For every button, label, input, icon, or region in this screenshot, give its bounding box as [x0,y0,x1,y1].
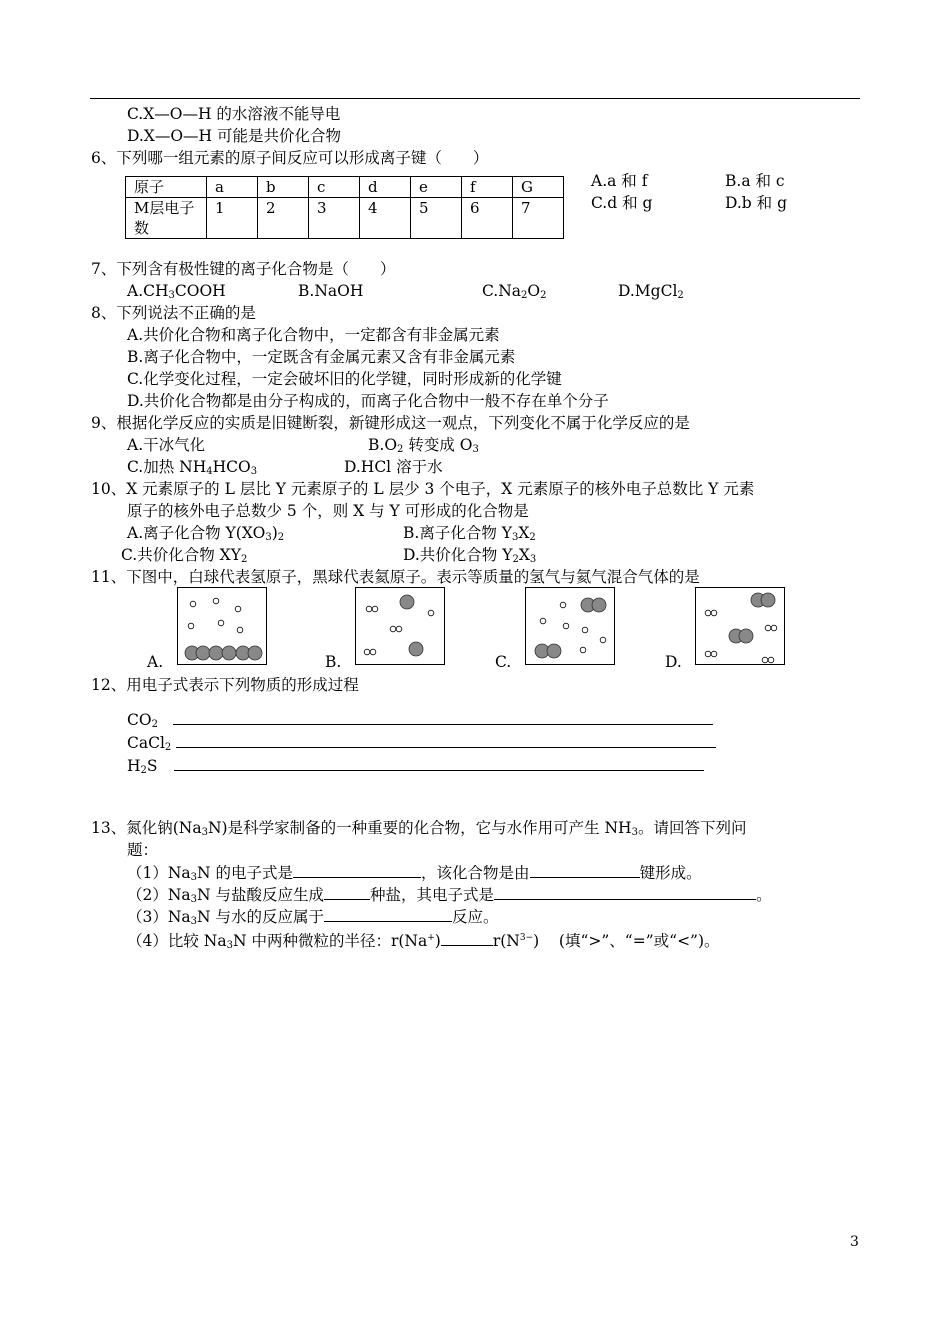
q12-formula: $H_2S$ [127,757,158,776]
superscript: 3− [519,933,534,943]
q7-option-a: $A.CH_3COOH$ [127,282,226,301]
molecule-diagram-c [526,588,616,666]
q11-stem: 11、下图中，白球代表氢原子，黑球代表氦原子。表示等质量的氢气与氦气混合气体的是 [91,568,700,586]
q11-label-c: C. [495,653,512,671]
q11-label-b: B. [325,653,342,671]
q12-formula: CaCl$_2$ [127,734,172,753]
q5-option-c: C.X—O—H 的水溶液不能导电 [127,105,341,123]
q13-part2-text: 。 [756,886,772,904]
q13-part1-text: ，该化合物是由 [421,864,530,882]
q5-option-d: D.X—O—H 可能是共价化合物 [127,127,341,145]
q13-part3-text: 反应。 [452,908,499,926]
q6-table-cell: c [309,177,360,198]
answer-blank[interactable] [173,709,713,725]
q8-option-d: D.共价化合物都是由分子构成的，而离子化合物中一般不存在单个分子 [127,392,609,410]
q6-table-cell: b [258,177,309,198]
q6-table-cell: 7 [513,198,564,239]
answer-blank[interactable] [324,906,452,922]
q6-table-row-label: M层电子数 [126,198,207,239]
q8-option-c: C.化学变化过程，一定会破坏旧的化学键，同时形成新的化学键 [127,370,562,388]
q12-item-h2s [127,755,704,781]
answer-blank[interactable] [324,884,370,900]
answer-blank[interactable] [530,862,640,878]
q6-stem: 6、下列哪一组元素的原子间反应可以形成离子键（ ） [91,149,489,167]
page-number: 3 [850,1234,859,1250]
q6-table-cell: 原子 [126,177,207,198]
q10-option-a: A.离子化合物 $Y(XO_3)_2$ [127,524,285,543]
q6-table-cell: 4 [360,198,411,239]
q7-option-d: D.MgCl$_2$ [618,282,684,301]
q6-table-cell: 5 [411,198,462,239]
q13-part1-text: 键形成。 [639,864,702,882]
q7-option-c: $C.Na_2O_2$ [482,282,547,301]
q8-option-b: B.离子化合物中，一定既含有金属元素又含有非金属元素 [127,348,516,366]
q13-part-4: （4）比较 $Na_3N$ 中两种微粒的半径：r(Na+) $r(N^{3-})$ (填“>”、“=”或“<”)。 [127,932,720,951]
q13-part4-text: （4）比较 $Na_3N$ 中两种微粒的半径：r(Na [127,932,428,951]
q8-option-a: A.共价化合物和离子化合物中，一定都含有非金属元素 [127,326,500,344]
q6-option-d: D.b 和 g [725,194,788,212]
q6-table-cell: d [360,177,411,198]
q9-stem: 9、根据化学反应的实质是旧键断裂，新键形成这一观点，下列变化不属于化学反应的是 [91,414,690,432]
q11-figure-b [355,587,445,665]
q13-part4-text: (填“>”、“=”或“<”)。 [558,932,720,950]
molecule-diagram-d [696,588,786,666]
q6-table-cell: a [207,177,258,198]
q7-stem: 7、下列含有极性键的离子化合物是（ ） [91,260,396,278]
q10-option-d: D.共价化合物 $Y_2X_3$ [403,546,537,565]
q12-stem: 12、用电子式表示下列物质的形成过程 [91,676,359,694]
q7-option-b: B.NaOH [298,282,364,300]
molecule-diagram-a [178,588,268,666]
q10-option-c: C.共价化合物 $XY_2$ [121,546,248,565]
q13-part3-text: $(3)Na_3N$ 与水的反应属于 [127,908,325,927]
q6-table-cell: f [462,177,513,198]
superscript: + [427,933,435,943]
answer-blank[interactable] [176,732,716,748]
q6-option-b: B.a 和 c [725,172,785,190]
q12-formula: $CO_2$ [127,711,158,730]
q11-figure-d [695,587,785,665]
q9-option-a: A.干冰气化 [127,436,206,454]
q6-option-a: A.a 和 f [591,172,648,190]
q6-table-cell: e [411,177,462,198]
q6-option-c: C.d 和 g [591,194,653,212]
q13-part2-text: 种盐，其电子式是 [370,886,495,904]
q10-stem-line1: 10、X 元素原子的 L 层比 Y 元素原子的 L 层少 3 个电子，X 元素原子的核外电子总数比 Y 元素 [91,480,755,498]
q13-stem-line2: 题： [127,841,159,859]
q13-part4-text: r(N [492,932,520,950]
q9-option-d: D.HCl 溶于水 [344,458,443,476]
answer-blank[interactable] [174,755,704,771]
q8-stem: 8、下列说法不正确的是 [91,304,256,322]
q10-stem-line2: 原子的核外电子总数少 5 个，则 X 与 Y 可形成的化合物是 [127,502,529,520]
q6-table-cell: 2 [258,198,309,239]
q11-figure-c [525,587,615,665]
q9-option-c: C.加热 $NH_4HCO_3$ [127,458,258,477]
q11-label-a: A. [147,653,164,671]
q6-table-cell: G [513,177,564,198]
q11-figure-a [177,587,267,665]
q6-table [125,176,564,239]
q6-table-cell: 3 [309,198,360,239]
q13-part2-text: $(2)Na_3N$ 与盐酸反应生成 [127,886,325,905]
answer-blank[interactable] [293,862,421,878]
q6-table-cell: 1 [207,198,258,239]
answer-blank[interactable] [441,930,493,946]
q6-table-cell: 6 [462,198,513,239]
molecule-diagram-b [356,588,446,666]
q10-option-b: B.离子化合物 $Y_3X_2$ [403,524,536,543]
header-rule [90,98,860,99]
q11-label-d: D. [665,653,682,671]
answer-blank[interactable] [494,884,756,900]
q6-table-data-row [126,198,564,239]
q6-table-header-row [126,177,564,198]
q9-option-b: $B.O_2$ 转变成 $O_3$ [368,436,479,455]
q13-stem-line1: 13、氮化钠$(Na_3N)$是科学家制备的一种重要的化合物，它与水作用可产生 $NH_3$。请回答下列问 [91,819,747,838]
q13-part1-text: $(1)Na_3N$ 的电子式是 [127,864,294,883]
